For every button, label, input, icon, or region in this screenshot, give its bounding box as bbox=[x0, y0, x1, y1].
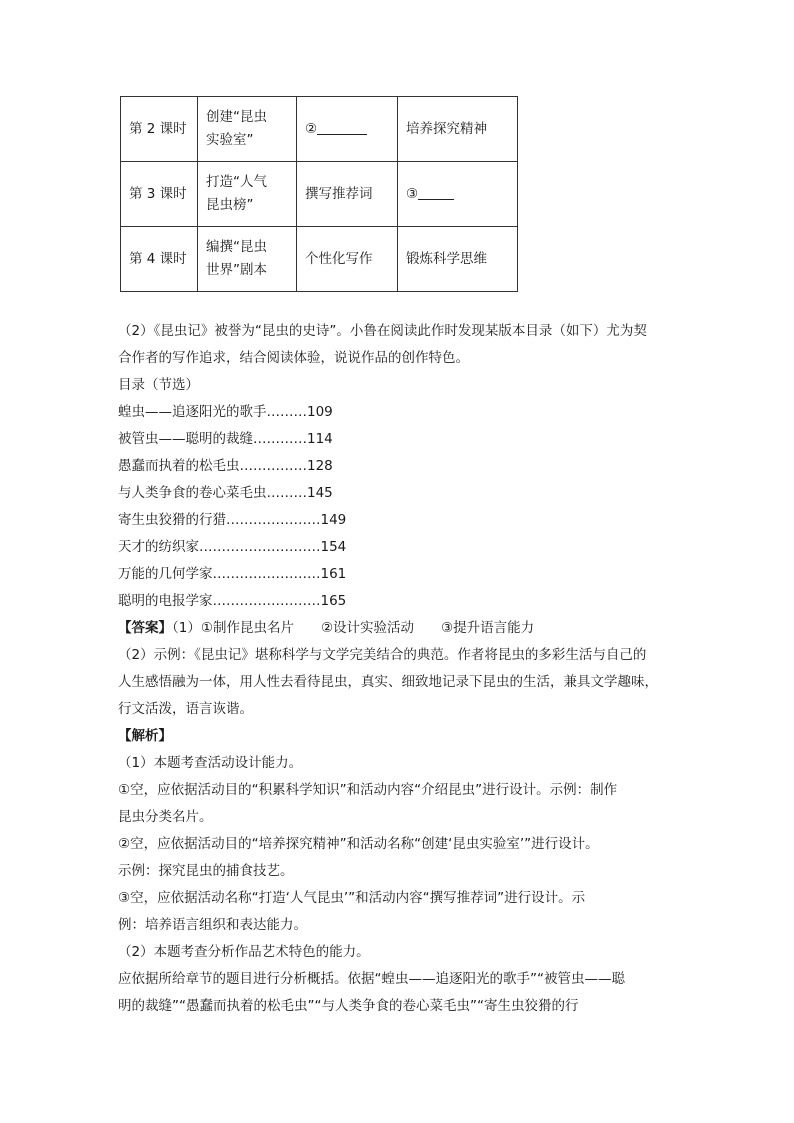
analysis-line: （2）本题考查分析作品艺术特色的能力。 bbox=[118, 944, 370, 960]
toc-item: 被管虫——聪明的裁缝…………114 bbox=[118, 431, 333, 447]
analysis-line: ③空，应依据活动名称“打造‘人气昆虫’”和活动内容“撰写推荐词”进行设计。示 bbox=[118, 890, 586, 906]
table-row bbox=[121, 227, 518, 292]
activity-content-cell: 个性化写作 bbox=[297, 227, 398, 292]
document-body bbox=[118, 318, 688, 1020]
toc-item: 寄生虫狡猾的行猎…………………149 bbox=[118, 512, 347, 528]
answer-blank bbox=[317, 120, 367, 135]
answer-line: （2）示例：《昆虫记》堪称科学与文学完美结合的典范。作者将昆虫的多彩生活与自己的 bbox=[118, 647, 647, 663]
analysis-line: 例：培养语言组织和表达能力。 bbox=[118, 917, 307, 933]
activity-table bbox=[120, 96, 518, 292]
activity-goal-cell: 锻炼科学思维 bbox=[398, 227, 518, 292]
activity-name-cell: 打造“人气 昆虫榜” bbox=[198, 162, 297, 227]
activity-content-cell: ② bbox=[297, 97, 398, 162]
answer-line: 【答案】（1）①制作昆虫名片 ②设计实验活动 ③提升语言能力 bbox=[118, 620, 535, 636]
table-row bbox=[121, 162, 518, 227]
analysis-line: 昆虫分类名片。 bbox=[118, 809, 213, 825]
activity-name-cell: 创建“昆虫 实验室” bbox=[198, 97, 297, 162]
question-line: （2）《昆虫记》被誉为“昆虫的史诗”。小鲁在阅读此作时发现某版本目录（如下）尤为契 bbox=[118, 323, 647, 339]
analysis-line: （1）本题考查活动设计能力。 bbox=[118, 755, 303, 771]
toc-item: 聪明的电报学家……………………165 bbox=[118, 593, 347, 609]
analysis-line: 明的裁缝”“愚蠢而执着的松毛虫”“与人类争食的卷心菜毛虫”“寄生虫狡猾的行 bbox=[118, 998, 579, 1014]
activity-content-cell: 撰写推荐词 bbox=[297, 162, 398, 227]
toc-item: 天才的纺织家………………………154 bbox=[118, 539, 347, 555]
activity-name-cell: 编撰“昆虫 世界”剧本 bbox=[198, 227, 297, 292]
answer-line: 行文活泼，语言诙谐。 bbox=[118, 701, 253, 717]
answer-blank bbox=[418, 185, 454, 200]
toc-item: 蝗虫——追逐阳光的歌手………109 bbox=[118, 404, 333, 420]
session-cell: 第 4 课时 bbox=[121, 227, 198, 292]
table-row bbox=[121, 97, 518, 162]
analysis-line: ①空，应依据活动目的“积累科学知识”和活动内容“介绍昆虫”进行设计。示例：制作 bbox=[118, 782, 618, 798]
activity-goal-cell: 培养探究精神 bbox=[398, 97, 518, 162]
activity-goal-cell: ③ bbox=[398, 162, 518, 227]
session-cell: 第 2 课时 bbox=[121, 97, 198, 162]
session-cell: 第 3 课时 bbox=[121, 162, 198, 227]
analysis-line: 应依据所给章节的题目进行分析概括。依据“蝗虫——追逐阳光的歌手”“被管虫——聪 bbox=[118, 971, 625, 987]
answer-tag: 【答案】 bbox=[118, 620, 172, 636]
toc-item: 与人类争食的卷心菜毛虫………145 bbox=[118, 485, 333, 501]
toc-heading: 目录（节选） bbox=[118, 377, 199, 393]
analysis-line: 示例：探究昆虫的捕食技艺。 bbox=[118, 863, 294, 879]
answer-line: 人生感悟融为一体，用人性去看待昆虫，真实、细致地记录下昆虫的生活，兼具文学趣味， bbox=[118, 674, 658, 690]
toc-item: 愚蠢而执着的松毛虫……………128 bbox=[118, 458, 333, 474]
toc-item: 万能的几何学家……………………161 bbox=[118, 566, 347, 582]
question-line: 合作者的写作追求，结合阅读体验，说说作品的创作特色。 bbox=[118, 350, 469, 366]
analysis-line: ②空，应依据活动目的“培养探究精神”和活动名称“创建‘昆虫实验室’”进行设计。 bbox=[118, 836, 599, 852]
analysis-tag: 【解析】 bbox=[118, 728, 172, 744]
